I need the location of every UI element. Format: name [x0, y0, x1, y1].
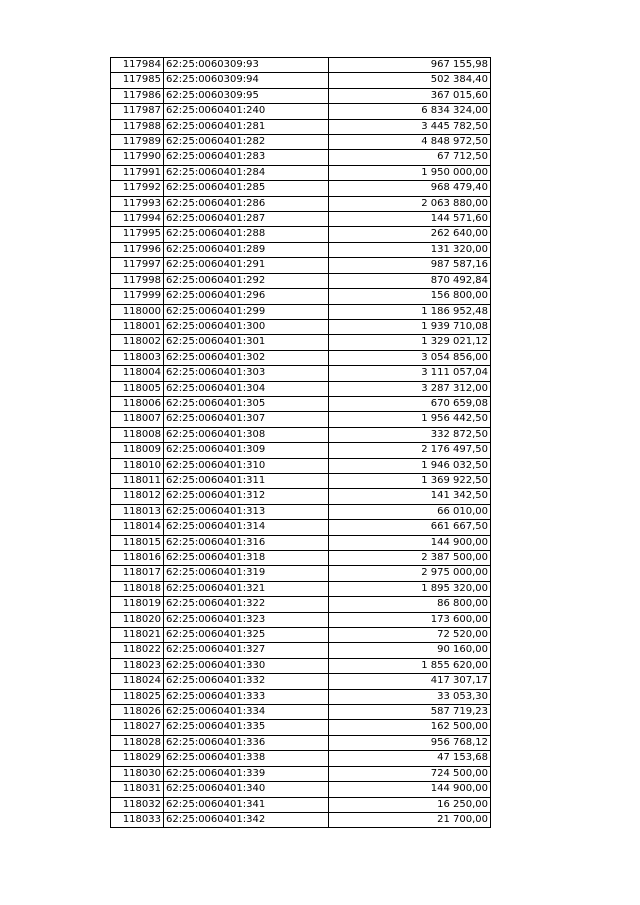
- cadastral-value-cell: 1 369 922,50: [329, 473, 491, 488]
- cadastral-number-cell: 62:25:0060401:287: [164, 212, 329, 227]
- table-row: [111, 165, 491, 180]
- cadastral-value-cell: 3 111 057,04: [329, 366, 491, 381]
- row-number-cell: 118020: [111, 612, 164, 627]
- cadastral-value-cell: 156 800,00: [329, 289, 491, 304]
- row-number-cell: 117991: [111, 165, 164, 180]
- row-number-cell: 118028: [111, 735, 164, 750]
- cadastral-value-cell: 144 900,00: [329, 782, 491, 797]
- table-row: [111, 58, 491, 73]
- table-row: [111, 273, 491, 288]
- cadastral-value-cell: 1 939 710,08: [329, 319, 491, 334]
- cadastral-number-cell: 62:25:0060401:323: [164, 612, 329, 627]
- row-number-cell: 117984: [111, 58, 164, 73]
- cadastral-value-cell: 66 010,00: [329, 504, 491, 519]
- cadastral-value-cell: 587 719,23: [329, 705, 491, 720]
- row-number-cell: 118024: [111, 674, 164, 689]
- cadastral-number-cell: 62:25:0060401:321: [164, 581, 329, 596]
- row-number-cell: 118016: [111, 551, 164, 566]
- table-row: [111, 443, 491, 458]
- cadastral-value-cell: 4 848 972,50: [329, 135, 491, 150]
- cadastral-number-cell: 62:25:0060309:94: [164, 73, 329, 88]
- row-number-cell: 118011: [111, 473, 164, 488]
- cadastral-value-cell: 6 834 324,00: [329, 104, 491, 119]
- cadastral-value-cell: 661 667,50: [329, 520, 491, 535]
- cadastral-number-cell: 62:25:0060401:313: [164, 504, 329, 519]
- cadastral-number-cell: 62:25:0060401:318: [164, 551, 329, 566]
- cadastral-value-cell: 33 053,30: [329, 689, 491, 704]
- row-number-cell: 117986: [111, 88, 164, 103]
- row-number-cell: 117985: [111, 73, 164, 88]
- table-row: [111, 212, 491, 227]
- table-row: [111, 350, 491, 365]
- table-row: [111, 135, 491, 150]
- table-row: [111, 535, 491, 550]
- row-number-cell: 118009: [111, 443, 164, 458]
- table-row: [111, 319, 491, 334]
- row-number-cell: 118012: [111, 489, 164, 504]
- cadastral-value-cell: 262 640,00: [329, 227, 491, 242]
- table-row: [111, 766, 491, 781]
- row-number-cell: 117998: [111, 273, 164, 288]
- table-row: [111, 674, 491, 689]
- cadastral-number-cell: 62:25:0060401:281: [164, 119, 329, 134]
- cadastral-number-cell: 62:25:0060401:291: [164, 258, 329, 273]
- cadastral-value-cell: 47 153,68: [329, 751, 491, 766]
- cadastral-number-cell: 62:25:0060401:304: [164, 381, 329, 396]
- row-number-cell: 118000: [111, 304, 164, 319]
- cadastral-number-cell: 62:25:0060401:292: [164, 273, 329, 288]
- cadastral-value-cell: 502 384,40: [329, 73, 491, 88]
- cadastral-value-cell: 967 155,98: [329, 58, 491, 73]
- table-row: [111, 119, 491, 134]
- table-row: [111, 566, 491, 581]
- table-row: [111, 150, 491, 165]
- table-row: [111, 812, 491, 827]
- table-row: [111, 504, 491, 519]
- row-number-cell: 117988: [111, 119, 164, 134]
- row-number-cell: 117995: [111, 227, 164, 242]
- cadastral-value-cell: 367 015,60: [329, 88, 491, 103]
- cadastral-number-cell: 62:25:0060401:332: [164, 674, 329, 689]
- row-number-cell: 117990: [111, 150, 164, 165]
- row-number-cell: 117989: [111, 135, 164, 150]
- cadastral-value-cell: 162 500,00: [329, 720, 491, 735]
- row-number-cell: 117987: [111, 104, 164, 119]
- cadastral-number-cell: 62:25:0060401:336: [164, 735, 329, 750]
- table-row: [111, 427, 491, 442]
- cadastral-number-cell: 62:25:0060401:316: [164, 535, 329, 550]
- cadastral-number-cell: 62:25:0060401:284: [164, 165, 329, 180]
- row-number-cell: 118021: [111, 628, 164, 643]
- cadastral-number-cell: 62:25:0060401:311: [164, 473, 329, 488]
- row-number-cell: 117997: [111, 258, 164, 273]
- row-number-cell: 118029: [111, 751, 164, 766]
- table-row: [111, 751, 491, 766]
- row-number-cell: 117993: [111, 196, 164, 211]
- cadastral-value-cell: 3 054 856,00: [329, 350, 491, 365]
- cadastral-number-cell: 62:25:0060401:325: [164, 628, 329, 643]
- row-number-cell: 118002: [111, 335, 164, 350]
- cadastral-number-cell: 62:25:0060401:330: [164, 658, 329, 673]
- cadastral-value-cell: 3 287 312,00: [329, 381, 491, 396]
- cadastral-number-cell: 62:25:0060401:341: [164, 797, 329, 812]
- cadastral-number-cell: 62:25:0060401:283: [164, 150, 329, 165]
- cadastral-number-cell: 62:25:0060401:342: [164, 812, 329, 827]
- cadastral-number-cell: 62:25:0060401:286: [164, 196, 329, 211]
- table-row: [111, 227, 491, 242]
- cadastral-value-cell: 21 700,00: [329, 812, 491, 827]
- row-number-cell: 118010: [111, 458, 164, 473]
- row-number-cell: 118030: [111, 766, 164, 781]
- cadastral-value-cell: 724 500,00: [329, 766, 491, 781]
- row-number-cell: 118023: [111, 658, 164, 673]
- cadastral-value-cell: 16 250,00: [329, 797, 491, 812]
- row-number-cell: 118032: [111, 797, 164, 812]
- cadastral-number-cell: 62:25:0060401:333: [164, 689, 329, 704]
- row-number-cell: 118031: [111, 782, 164, 797]
- row-number-cell: 118026: [111, 705, 164, 720]
- table-row: [111, 597, 491, 612]
- table-row: [111, 258, 491, 273]
- row-number-cell: 118013: [111, 504, 164, 519]
- row-number-cell: 117996: [111, 242, 164, 257]
- cadastral-value-cell: 1 946 032,50: [329, 458, 491, 473]
- cadastral-number-cell: 62:25:0060401:300: [164, 319, 329, 334]
- cadastral-value-cell: 2 387 500,00: [329, 551, 491, 566]
- cadastral-number-cell: 62:25:0060401:314: [164, 520, 329, 535]
- cadastral-number-cell: 62:25:0060401:340: [164, 782, 329, 797]
- cadastral-number-cell: 62:25:0060309:95: [164, 88, 329, 103]
- cadastral-number-cell: 62:25:0060401:289: [164, 242, 329, 257]
- table-row: [111, 581, 491, 596]
- row-number-cell: 118018: [111, 581, 164, 596]
- row-number-cell: 118014: [111, 520, 164, 535]
- table-row: [111, 396, 491, 411]
- cadastral-value-cell: 3 445 782,50: [329, 119, 491, 134]
- table-row: [111, 88, 491, 103]
- cadastral-value-cell: 417 307,17: [329, 674, 491, 689]
- cadastral-number-cell: 62:25:0060401:309: [164, 443, 329, 458]
- cadastral-number-cell: 62:25:0060401:312: [164, 489, 329, 504]
- cadastral-value-cell: 144 571,60: [329, 212, 491, 227]
- table-row: [111, 782, 491, 797]
- row-number-cell: 117992: [111, 181, 164, 196]
- cadastral-number-cell: 62:25:0060401:305: [164, 396, 329, 411]
- cadastral-number-cell: 62:25:0060401:296: [164, 289, 329, 304]
- cadastral-number-cell: 62:25:0060401:285: [164, 181, 329, 196]
- cadastral-value-cell: 2 176 497,50: [329, 443, 491, 458]
- row-number-cell: 118005: [111, 381, 164, 396]
- cadastral-value-cell: 1 950 000,00: [329, 165, 491, 180]
- table-row: [111, 242, 491, 257]
- cadastral-value-cell: 1 186 952,48: [329, 304, 491, 319]
- cadastral-value-cell: 1 329 021,12: [329, 335, 491, 350]
- row-number-cell: 118027: [111, 720, 164, 735]
- cadastral-value-cell: 1 855 620,00: [329, 658, 491, 673]
- cadastral-value-cell: 2 975 000,00: [329, 566, 491, 581]
- cadastral-number-cell: 62:25:0060309:93: [164, 58, 329, 73]
- table-row: [111, 366, 491, 381]
- row-number-cell: 118025: [111, 689, 164, 704]
- cadastral-value-cell: 67 712,50: [329, 150, 491, 165]
- table-row: [111, 289, 491, 304]
- row-number-cell: 118004: [111, 366, 164, 381]
- row-number-cell: 118033: [111, 812, 164, 827]
- cadastral-value-cell: 141 342,50: [329, 489, 491, 504]
- cadastral-number-cell: 62:25:0060401:322: [164, 597, 329, 612]
- cadastral-number-cell: 62:25:0060401:307: [164, 412, 329, 427]
- cadastral-number-cell: 62:25:0060401:308: [164, 427, 329, 442]
- table-row: [111, 628, 491, 643]
- cadastral-value-cell: 670 659,08: [329, 396, 491, 411]
- cadastral-number-cell: 62:25:0060401:303: [164, 366, 329, 381]
- table-row: [111, 412, 491, 427]
- cadastral-number-cell: 62:25:0060401:339: [164, 766, 329, 781]
- table-row: [111, 658, 491, 673]
- table-row: [111, 720, 491, 735]
- row-number-cell: 118015: [111, 535, 164, 550]
- cadastral-number-cell: 62:25:0060401:335: [164, 720, 329, 735]
- cadastral-number-cell: 62:25:0060401:288: [164, 227, 329, 242]
- cadastral-value-table: [110, 57, 491, 828]
- cadastral-value-cell: 1 956 442,50: [329, 412, 491, 427]
- cadastral-number-cell: 62:25:0060401:299: [164, 304, 329, 319]
- row-number-cell: 117994: [111, 212, 164, 227]
- row-number-cell: 118019: [111, 597, 164, 612]
- table-row: [111, 104, 491, 119]
- row-number-cell: 117999: [111, 289, 164, 304]
- cadastral-value-cell: 144 900,00: [329, 535, 491, 550]
- table-row: [111, 705, 491, 720]
- table-row: [111, 335, 491, 350]
- cadastral-number-cell: 62:25:0060401:334: [164, 705, 329, 720]
- table-body: [111, 58, 491, 828]
- table-row: [111, 73, 491, 88]
- cadastral-number-cell: 62:25:0060401:327: [164, 643, 329, 658]
- cadastral-value-cell: 86 800,00: [329, 597, 491, 612]
- table-row: [111, 458, 491, 473]
- table-row: [111, 797, 491, 812]
- row-number-cell: 118006: [111, 396, 164, 411]
- cadastral-number-cell: 62:25:0060401:310: [164, 458, 329, 473]
- row-number-cell: 118008: [111, 427, 164, 442]
- cadastral-value-cell: 968 479,40: [329, 181, 491, 196]
- cadastral-value-cell: 131 320,00: [329, 242, 491, 257]
- row-number-cell: 118022: [111, 643, 164, 658]
- row-number-cell: 118017: [111, 566, 164, 581]
- cadastral-number-cell: 62:25:0060401:240: [164, 104, 329, 119]
- row-number-cell: 118003: [111, 350, 164, 365]
- table-row: [111, 520, 491, 535]
- cadastral-number-cell: 62:25:0060401:319: [164, 566, 329, 581]
- table-row: [111, 489, 491, 504]
- table-row: [111, 304, 491, 319]
- cadastral-value-cell: 332 872,50: [329, 427, 491, 442]
- cadastral-value-cell: 90 160,00: [329, 643, 491, 658]
- table-row: [111, 181, 491, 196]
- cadastral-value-cell: 1 895 320,00: [329, 581, 491, 596]
- table-row: [111, 473, 491, 488]
- cadastral-number-cell: 62:25:0060401:282: [164, 135, 329, 150]
- table-row: [111, 196, 491, 211]
- cadastral-number-cell: 62:25:0060401:302: [164, 350, 329, 365]
- row-number-cell: 118001: [111, 319, 164, 334]
- table-row: [111, 735, 491, 750]
- table-row: [111, 643, 491, 658]
- table-row: [111, 381, 491, 396]
- cadastral-value-cell: 956 768,12: [329, 735, 491, 750]
- cadastral-value-cell: 870 492,84: [329, 273, 491, 288]
- cadastral-value-cell: 72 520,00: [329, 628, 491, 643]
- table-row: [111, 612, 491, 627]
- cadastral-value-cell: 2 063 880,00: [329, 196, 491, 211]
- table-row: [111, 689, 491, 704]
- cadastral-number-cell: 62:25:0060401:338: [164, 751, 329, 766]
- row-number-cell: 118007: [111, 412, 164, 427]
- cadastral-value-cell: 173 600,00: [329, 612, 491, 627]
- table-row: [111, 551, 491, 566]
- cadastral-number-cell: 62:25:0060401:301: [164, 335, 329, 350]
- cadastral-value-cell: 987 587,16: [329, 258, 491, 273]
